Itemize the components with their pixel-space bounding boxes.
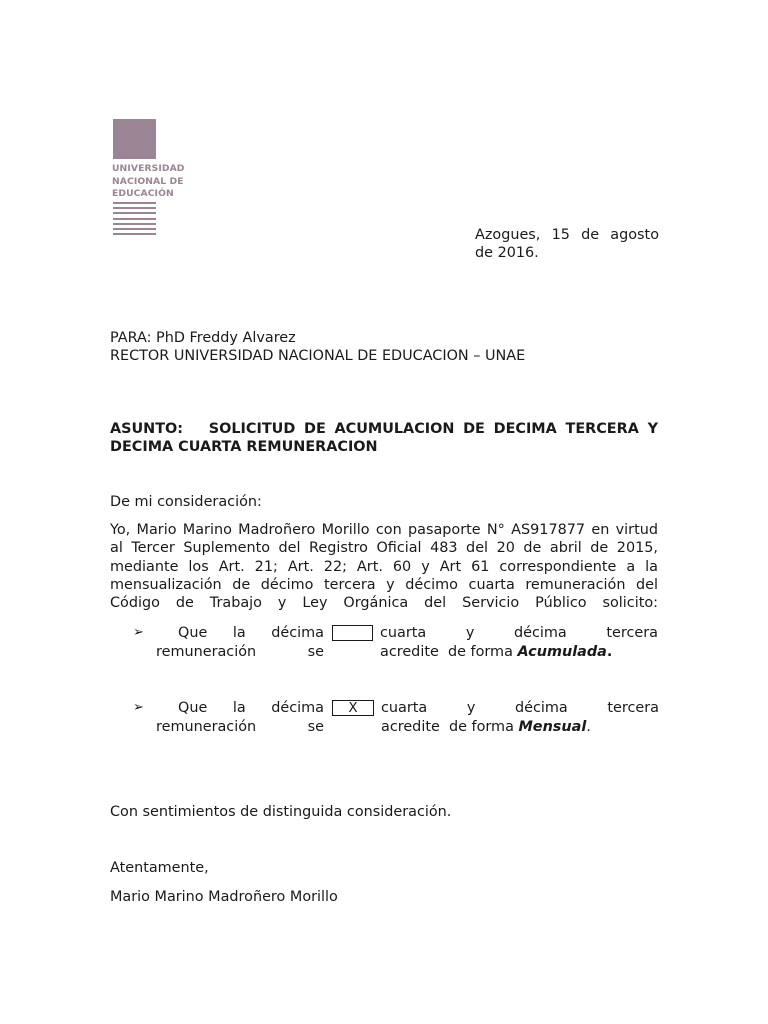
monthly-checkbox[interactable]: X	[332, 700, 374, 716]
signer-name: Mario Marino Madroñero Morillo	[110, 889, 338, 905]
option-word: Que	[178, 700, 208, 716]
letter-date: Azogues, 15 de agosto de 2016.	[475, 227, 659, 261]
logo-line: EDUCACIÓN	[112, 188, 174, 199]
logo-stripes	[113, 202, 156, 238]
option-word: Que	[178, 625, 208, 641]
option-word: remuneración	[156, 719, 257, 735]
option-mode-monthly: Mensual	[518, 719, 587, 735]
bullet-arrow-icon: ➢	[133, 700, 144, 715]
greeting: De mi consideración:	[110, 494, 262, 510]
option-word: décima	[271, 625, 324, 641]
option-word: y	[466, 700, 476, 716]
option-word: décima	[514, 625, 567, 641]
recipient-name: PARA: PhD Freddy Alvarez	[110, 330, 296, 346]
option-word: remuneración	[156, 644, 257, 660]
body-paragraph: Yo, Mario Marino Madroñero Morillo con pasaporte N° AS917877 en virtud al Tercer Suplemento del Registro Oficial 483 del 20 de abril de 2015, mediante los Art. 21; Art. 22; Art. 60 y Art 61 correspondiente a la mensualización de décimo tercera y décimo cuarta remuneración del Código de Trabajo y Ley Orgánica del Servicio Público solicito:	[110, 522, 658, 612]
logo-line: NACIONAL DE	[112, 175, 184, 187]
subject-label: ASUNTO:	[110, 421, 184, 437]
option-word: décima	[515, 700, 568, 716]
university-logo-mark	[113, 119, 156, 159]
option-word: tercera	[607, 700, 659, 716]
option-word: la	[232, 625, 246, 641]
option-mode-accumulated: Acumulada	[517, 644, 607, 660]
logo-line: UNIVERSIDAD	[112, 163, 185, 174]
closing-line: Con sentimientos de distinguida consideración.	[110, 804, 452, 820]
option-right-text	[381, 699, 659, 737]
recipient-title: RECTOR UNIVERSIDAD NACIONAL DE EDUCACION – UNAE	[110, 348, 526, 364]
option-word: cuarta	[381, 700, 428, 716]
option-phrase: acredite de forma	[380, 644, 513, 660]
option-period: .	[586, 719, 591, 735]
university-logo-text	[112, 163, 202, 201]
option-left-text	[156, 699, 324, 737]
option-word: se	[307, 719, 324, 735]
subject-block	[110, 420, 658, 456]
option-word: décima	[271, 700, 324, 716]
option-word: la	[232, 700, 246, 716]
signoff: Atentamente,	[110, 860, 209, 876]
option-word: y	[465, 625, 475, 641]
option-word: tercera	[606, 625, 658, 641]
option-period: .	[606, 644, 613, 660]
accumulated-checkbox[interactable]	[332, 625, 373, 641]
subject-text: SOLICITUD DE ACUMULACION DE DECIMA TERCERA Y DECIMA CUARTA REMUNERACION	[110, 421, 658, 455]
option-word: se	[307, 644, 324, 660]
recipient-block	[110, 329, 525, 365]
option-right-text	[380, 624, 658, 662]
option-left-text	[156, 624, 324, 662]
option-phrase: acredite de forma	[381, 719, 514, 735]
option-word: cuarta	[380, 625, 427, 641]
bullet-arrow-icon: ➢	[133, 625, 144, 640]
